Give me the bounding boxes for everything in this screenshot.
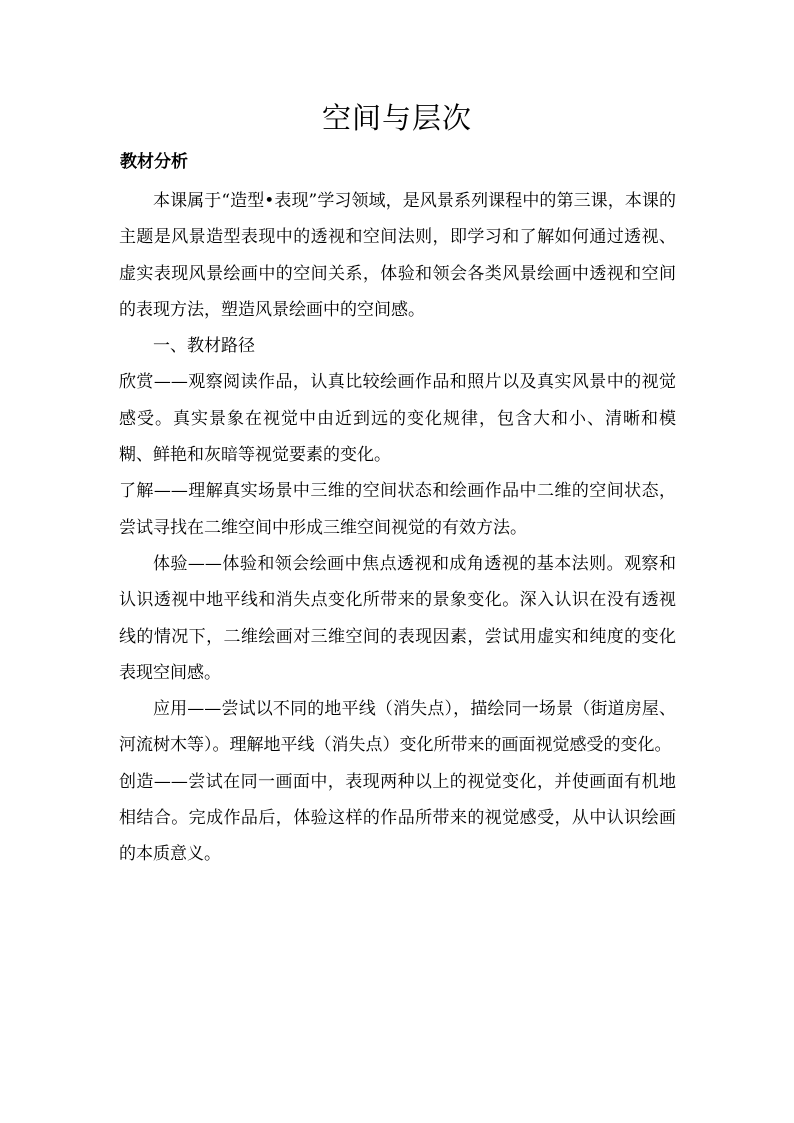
paragraph-create: 创造——尝试在同一画面中，表现两种以上的视觉变化，并使画面有机地相结合。完成作品后，体验这样的作品所带来的视觉感受，从中认识绘画的本质意义。 bbox=[119, 771, 676, 865]
paragraph-understand: 了解——理解真实场景中三维的空间状态和绘画作品中二维的空间状态，尝试寻找在二维空间中形成三维空间视觉的有效方法。 bbox=[119, 481, 676, 538]
paragraph-apply: 应用——尝试以不同的地平线（消失点），描绘同一场景（街道房屋、河流树木等）。理解地平线（消失点）变化所带来的画面视觉感受的变化。 bbox=[119, 699, 676, 756]
paragraph-experience: 体验——体验和领会绘画中焦点透视和成角透视的基本法则。观察和认识透视中地平线和消失点变化所带来的景象变化。深入认识在没有透视线的情况下，二维绘画对三维空间的表现因素，尝试用虚实和纯度的变化表现空间感。 bbox=[119, 553, 676, 683]
section-heading: 教材分析 bbox=[120, 152, 188, 172]
body-text bbox=[119, 183, 676, 873]
paragraph-appreciate: 欣赏——观察阅读作品，认真比较绘画作品和照片以及真实风景中的视觉感受。真实景象在视觉中由近到远的变化规律，包含大和小、清晰和模糊、鲜艳和灰暗等视觉要素的变化。 bbox=[119, 372, 676, 466]
subheading-textbook-path: 一、教材路径 bbox=[153, 336, 255, 357]
page-title: 空间与层次 bbox=[321, 101, 472, 135]
paragraph-intro: 本课属于“造型•表现”学习领域，是风景系列课程中的第三课，本课的主题是风景造型表现中的透视和空间法则，即学习和了解如何通过透视、虚实表现风景绘画中的空间关系，体验和领会各类风景绘画中透视和空间的表现方法，塑造风景绘画中的空间感。 bbox=[119, 191, 676, 320]
